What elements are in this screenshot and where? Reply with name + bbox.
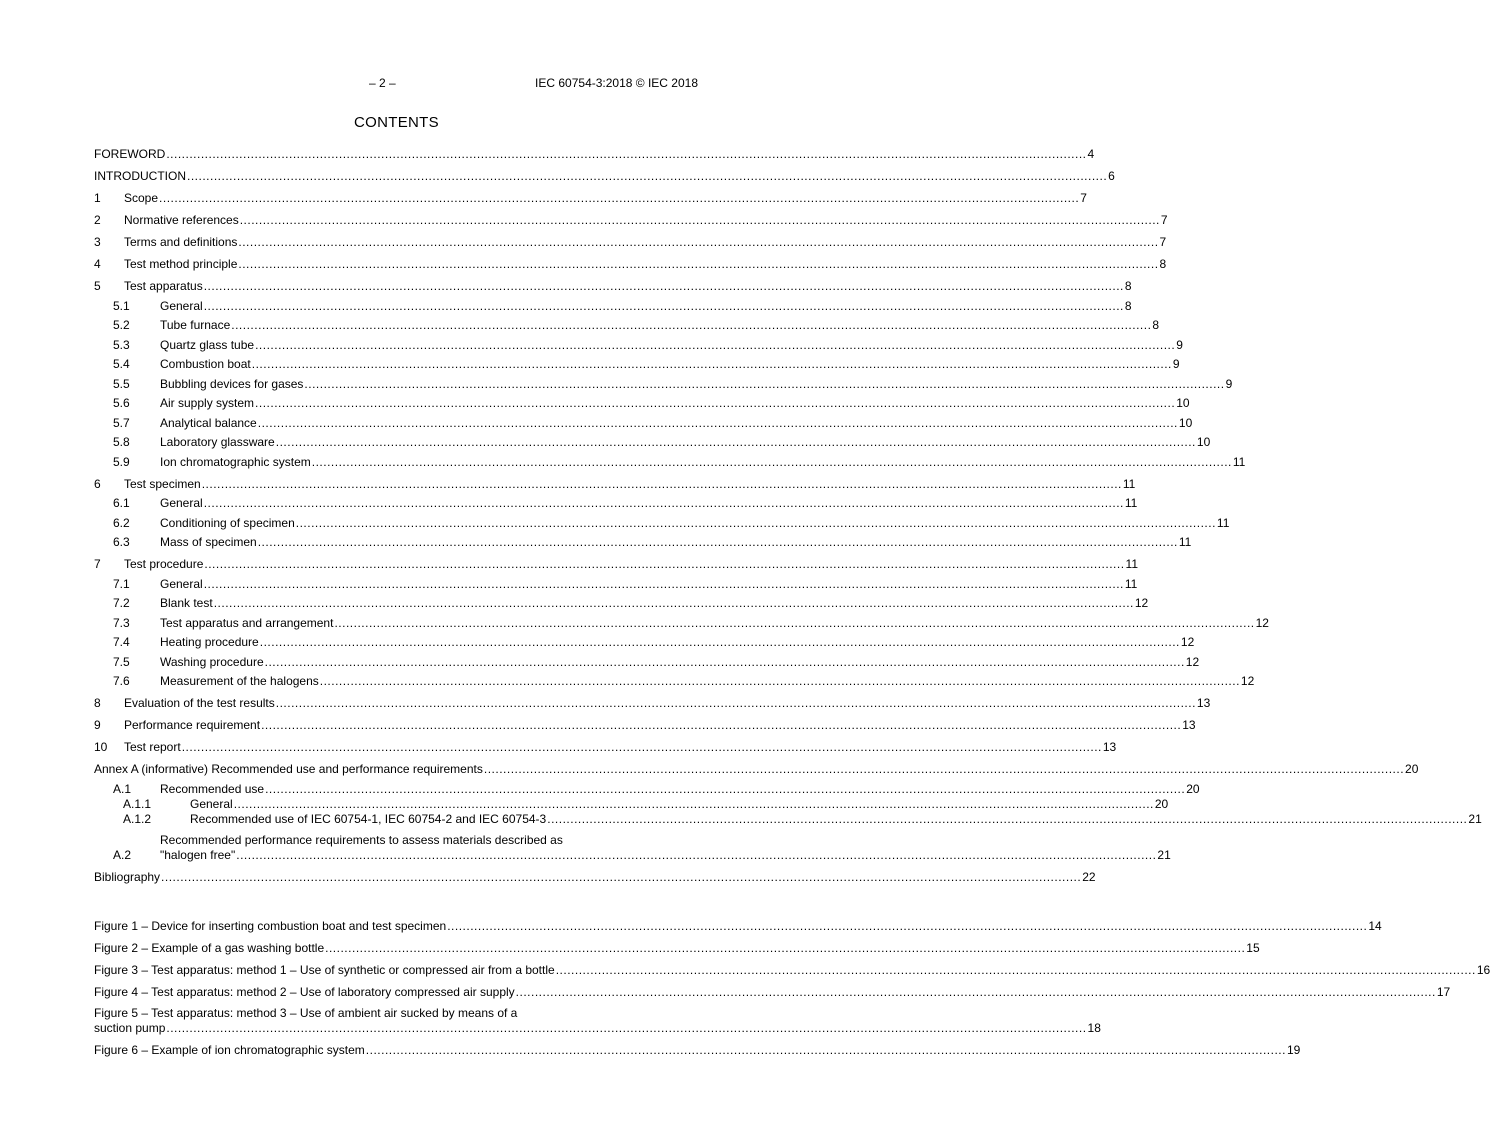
figure-entry-page: 16: [1476, 963, 1490, 977]
toc-entry[interactable]: [94, 777, 1200, 797]
dot-leader: [547, 812, 1467, 827]
toc-entry-title: Recommended use of IEC 60754-1, IEC 60754-2 and IEC 60754-3: [190, 811, 547, 826]
toc-entry-title: General: [160, 298, 203, 313]
toc-entry-title: Bubbling devices for gases: [160, 376, 304, 391]
toc-entry-page: 13: [1182, 718, 1196, 732]
toc-entry-number: 6.1: [113, 496, 130, 510]
dot-leader: [258, 416, 1178, 431]
toc-entry-page: 11: [1178, 535, 1192, 549]
dot-leader: [238, 235, 1158, 250]
toc-entry[interactable]: [94, 272, 1132, 294]
toc-entry-number: 7.5: [113, 654, 130, 669]
toc-entry-line: [160, 848, 1171, 863]
toc-entry[interactable]: [94, 144, 1095, 162]
dot-leader: [240, 213, 1160, 228]
toc-entry[interactable]: [94, 162, 1115, 184]
toc-entry-page: 7: [1080, 191, 1087, 205]
dot-leader: [187, 169, 1107, 184]
dot-leader: [484, 762, 1404, 777]
figure-entry[interactable]: [94, 978, 1451, 1000]
dot-leader: [516, 985, 1436, 1000]
toc-entry[interactable]: [94, 755, 1419, 777]
toc-entry-title: Washing procedure: [160, 654, 264, 669]
toc-entry-title: Recommended use: [160, 781, 265, 796]
toc-entry-number: 5.6: [113, 396, 130, 410]
dot-leader: [238, 257, 1158, 272]
toc-entry-title: Scope: [124, 191, 159, 205]
toc-entry[interactable]: [94, 550, 1139, 572]
figure-entry[interactable]: [94, 912, 1382, 934]
toc-entry-page: 8: [1152, 318, 1160, 332]
figure-entry-title-continued: suction pump: [94, 1021, 166, 1035]
toc-entry-page: 8: [1159, 257, 1167, 271]
dot-leader: [276, 696, 1196, 711]
toc-entry[interactable]: [94, 228, 1167, 250]
figure-entry-title: Figure 2 – Example of a gas washing bottle: [94, 941, 325, 955]
toc-entry-number: A.1.2: [123, 811, 152, 826]
toc-entry-page: 6: [1108, 169, 1115, 183]
toc-entry-page: 20: [1405, 762, 1419, 776]
toc-entry-title: Mass of specimen: [160, 535, 257, 549]
toc-entry[interactable]: [94, 811, 1482, 827]
dot-leader: [234, 797, 1154, 812]
toc-entry-number: 5.2: [113, 318, 130, 332]
document-reference: IEC 60754-3:2018 © IEC 2018: [535, 76, 698, 90]
figure-entry-line: [94, 1021, 1101, 1036]
toc-entry-title: Test specimen: [124, 476, 201, 491]
toc-entry-page: 10: [1176, 396, 1190, 410]
dot-leader: [276, 435, 1196, 450]
dot-leader: [334, 616, 1254, 631]
toc-entry-title: Evaluation of the test results: [124, 696, 275, 710]
toc-entry-title: Conditioning of specimen: [160, 515, 295, 530]
toc-entry[interactable]: [94, 372, 1233, 392]
figure-entry-title: Figure 6 – Example of ion chromatographic system: [94, 1043, 365, 1057]
figure-entry-page: 15: [1246, 941, 1260, 955]
toc-entry[interactable]: [94, 250, 1167, 272]
toc-entry-number: A.1: [113, 781, 132, 796]
toc-entry-title: Test procedure: [124, 557, 204, 571]
toc-entry[interactable]: [94, 592, 1149, 612]
dot-leader: [447, 919, 1367, 934]
toc-entry-number: 7.2: [113, 596, 130, 610]
toc-entry-title: Heating procedure: [160, 635, 259, 649]
toc-entry-title: Test apparatus: [124, 279, 203, 293]
toc-entry-title-continued: "halogen free": [160, 847, 236, 862]
toc-entry-title: Measurement of the halogens: [160, 674, 319, 688]
toc-entry[interactable]: [94, 796, 1169, 812]
dot-leader: [255, 396, 1175, 411]
contents-title: CONTENTS: [354, 114, 439, 131]
toc-entry-number: 5.3: [113, 337, 130, 352]
toc-entry-page: 7: [1160, 213, 1168, 227]
toc-entry-page: 9: [1176, 337, 1183, 352]
toc-entry-title: Tube furnace: [160, 318, 231, 332]
toc-entry-title: Bibliography: [94, 869, 161, 884]
toc-entry-number: 6: [94, 476, 101, 491]
toc-entry-page: 12: [1134, 596, 1149, 610]
toc-entry[interactable]: [94, 411, 1193, 431]
figure-entry[interactable]: [94, 1000, 1101, 1036]
dot-leader: [261, 718, 1181, 733]
toc-entry[interactable]: [94, 492, 1138, 512]
toc-entry-page: 10: [1196, 435, 1211, 449]
dot-leader: [312, 455, 1232, 470]
dot-leader: [265, 782, 1185, 797]
toc-entry-title: Test report: [124, 740, 181, 754]
toc-entry-number: 6.3: [113, 535, 130, 549]
toc-entry-page: 11: [1124, 496, 1138, 510]
toc-entry-title: Laboratory glassware: [160, 435, 275, 449]
toc-entry-number: 10: [94, 740, 108, 754]
figure-entry[interactable]: [94, 1036, 1301, 1058]
toc-entry-page: 22: [1082, 869, 1096, 884]
toc-entry-number: 5.1: [113, 298, 130, 313]
page-number: – 2 –: [369, 76, 396, 90]
toc-entry[interactable]: [94, 450, 1246, 470]
toc-entry-title: Terms and definitions: [124, 235, 238, 249]
toc-entry-page: 8: [1124, 298, 1132, 313]
toc-entry-title: Test method principle: [124, 257, 238, 271]
toc-entry-page: 12: [1180, 635, 1195, 649]
table-of-contents: [94, 144, 1482, 885]
dot-leader: [320, 674, 1240, 689]
dot-leader: [556, 963, 1476, 978]
dot-leader: [258, 535, 1178, 550]
toc-entry[interactable]: [94, 531, 1192, 551]
dot-leader: [159, 191, 1079, 206]
toc-entry-page: 4: [1087, 147, 1095, 161]
dot-leader: [161, 870, 1081, 885]
dot-leader: [204, 496, 1124, 511]
toc-entry-title: Blank test: [160, 596, 213, 610]
toc-entry-page: 11: [1232, 454, 1246, 469]
toc-entry-number: 7.3: [113, 615, 130, 630]
toc-entry-page: 13: [1102, 740, 1117, 754]
toc-entry-number: 2: [94, 213, 101, 227]
toc-entry-page: 21: [1157, 847, 1171, 862]
toc-entry-page: 11: [1216, 515, 1230, 530]
toc-entry-title: Annex A (informative) Recommended use and performance requirements: [94, 762, 483, 776]
toc-entry-number: 5.4: [113, 357, 130, 371]
figure-entry[interactable]: [94, 956, 1490, 978]
dot-leader: [202, 477, 1122, 492]
dot-leader: [296, 516, 1216, 531]
toc-entry-number: 6.2: [113, 515, 130, 530]
toc-entry[interactable]: [94, 631, 1195, 651]
dot-leader: [236, 848, 1156, 863]
dot-leader: [204, 279, 1124, 294]
toc-entry-title: Performance requirement: [124, 718, 261, 732]
figure-entry-page: 17: [1436, 985, 1451, 999]
toc-entry[interactable]: [94, 511, 1230, 531]
toc-entry[interactable]: [94, 184, 1087, 206]
figure-entry-title: Figure 3 – Test apparatus: method 1 – Use of synthetic or compressed air from a bottle: [94, 963, 555, 977]
toc-entry-number: 8: [94, 696, 101, 710]
toc-entry-page: 21: [1468, 811, 1482, 826]
dot-leader: [260, 635, 1180, 650]
toc-entry-number: 5.8: [113, 435, 130, 449]
toc-entry-page: 12: [1185, 654, 1200, 669]
toc-entry-number: A.2: [113, 847, 132, 862]
toc-entry-title: Recommended performance requirements to assess materials described as: [160, 832, 563, 847]
toc-entry-number: 1: [94, 191, 101, 205]
dot-leader: [182, 740, 1102, 755]
dot-leader: [214, 596, 1134, 611]
dot-leader: [166, 1021, 1086, 1036]
toc-entry[interactable]: [94, 470, 1136, 492]
dot-leader: [325, 941, 1245, 956]
toc-entry-number: 9: [94, 718, 101, 732]
toc-entry[interactable]: [94, 827, 1171, 863]
toc-entry-page: 10: [1178, 415, 1193, 430]
toc-entry-title: FOREWORD: [94, 147, 166, 161]
page-header: [94, 76, 698, 92]
toc-entry[interactable]: [94, 733, 1117, 755]
figure-entry-text: [94, 1006, 1101, 1036]
dot-leader: [204, 557, 1124, 572]
dot-leader: [304, 377, 1224, 392]
toc-entry-title: Combustion boat: [160, 357, 251, 371]
figure-entry-title: Figure 4 – Test apparatus: method 2 – Use of laboratory compressed air supply: [94, 985, 515, 999]
toc-entry-text: [160, 833, 1171, 863]
toc-entry[interactable]: [94, 392, 1190, 412]
figure-entry-title: Figure 5 – Test apparatus: method 3 – Use of ambient air sucked by means of a: [94, 1006, 518, 1020]
toc-entry[interactable]: [94, 650, 1200, 670]
figure-entry[interactable]: [94, 934, 1260, 956]
toc-entry-title: Ion chromatographic system: [160, 454, 311, 469]
toc-entry[interactable]: [94, 353, 1180, 373]
toc-entry-number: 5.7: [113, 415, 130, 430]
toc-entry[interactable]: [94, 431, 1211, 451]
dot-leader: [166, 147, 1086, 162]
toc-entry-title: Test apparatus and arrangement: [160, 615, 334, 630]
figure-entry-page: 19: [1286, 1043, 1301, 1057]
dot-leader: [252, 357, 1172, 372]
toc-entry-page: 20: [1154, 796, 1169, 811]
toc-entry-page: 11: [1125, 557, 1139, 571]
toc-entry-title: Analytical balance: [160, 415, 257, 430]
dot-leader: [204, 299, 1124, 314]
dot-leader: [265, 655, 1185, 670]
toc-entry-title: General: [160, 496, 203, 510]
figure-entry-page: 14: [1368, 919, 1382, 933]
toc-entry-number: 5: [94, 279, 101, 293]
toc-entry-page: 8: [1124, 279, 1132, 293]
toc-entry-page: 11: [1122, 476, 1136, 491]
toc-entry-page: 7: [1159, 235, 1167, 249]
toc-entry-title: Quartz glass tube: [160, 337, 255, 352]
toc-entry-page: 11: [1124, 576, 1138, 591]
toc-entry-page: 9: [1172, 357, 1180, 371]
toc-entry-number: 7.4: [113, 635, 130, 649]
toc-entry-number: 7.6: [113, 674, 130, 688]
toc-entry-number: 4: [94, 257, 101, 271]
toc-entry-title: General: [160, 576, 203, 591]
toc-entry-number: A.1.1: [123, 796, 152, 811]
toc-entry-page: 9: [1225, 376, 1233, 391]
toc-entry[interactable]: [94, 863, 1096, 885]
figure-entry-page: 18: [1087, 1021, 1101, 1035]
dot-leader: [366, 1043, 1286, 1058]
toc-entry[interactable]: [94, 711, 1196, 733]
toc-entry-page: 20: [1186, 781, 1200, 796]
toc-entry-page: 12: [1240, 674, 1255, 688]
toc-entry-number: 5.9: [113, 454, 130, 469]
toc-entry-title: Normative references: [124, 213, 239, 227]
dot-leader: [204, 577, 1124, 592]
toc-entry-title: Air supply system: [160, 396, 255, 410]
toc-entry-page: 12: [1255, 615, 1269, 630]
figure-entry-title: Figure 1 – Device for inserting combustion boat and test specimen: [94, 919, 447, 933]
toc-entry-number: 5.5: [113, 376, 130, 391]
toc-entry[interactable]: [94, 611, 1269, 631]
toc-entry[interactable]: [94, 294, 1132, 314]
toc-entry-number: 3: [94, 235, 101, 249]
dot-leader: [231, 318, 1151, 333]
toc-entry[interactable]: [94, 206, 1168, 228]
dot-leader: [255, 338, 1175, 353]
list-of-figures: [94, 912, 1490, 1058]
toc-entry-title: General: [190, 796, 233, 811]
toc-entry[interactable]: [94, 689, 1211, 711]
toc-entry-number: 7: [94, 557, 101, 571]
toc-entry[interactable]: [94, 333, 1183, 353]
toc-entry[interactable]: [94, 314, 1160, 334]
toc-entry-page: 13: [1196, 696, 1211, 710]
toc-entry-title: INTRODUCTION: [94, 169, 186, 183]
toc-entry[interactable]: [94, 670, 1255, 690]
toc-entry-number: 7.1: [113, 576, 130, 591]
toc-entry[interactable]: [94, 572, 1138, 592]
